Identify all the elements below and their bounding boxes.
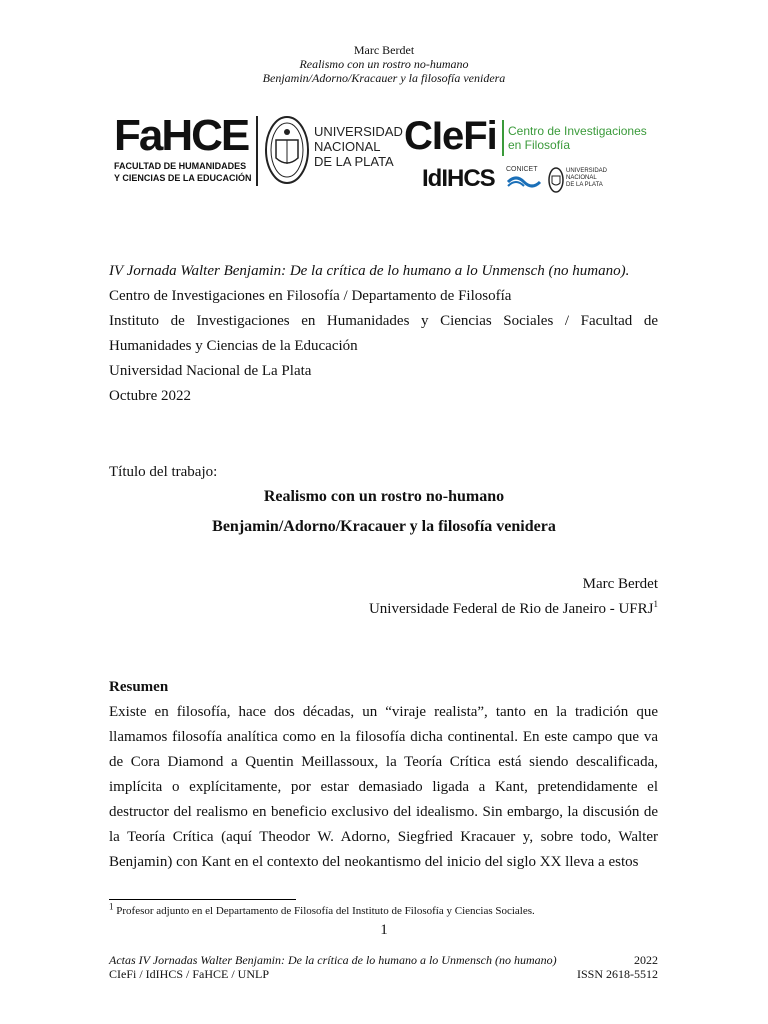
clefi-wordmark: CIeFi (404, 114, 497, 158)
footer-institutions: CIeFi / IdIHCS / FaHCE / UNLP (109, 967, 270, 981)
unlp-small-seal (548, 166, 564, 194)
conicet-label: CONICET (506, 166, 538, 173)
clefi-line2: en Filosofía (508, 138, 571, 152)
running-header-title: Realismo con un rostro no-humano (299, 57, 469, 71)
event-university: Universidad Nacional de La Plata (109, 363, 312, 379)
footer-line2 (109, 967, 658, 981)
fahce-wordmark: FaHCE (114, 111, 249, 160)
work-label: Título del trabajo: (109, 464, 218, 480)
running-header (0, 43, 768, 85)
footer-issn: ISSN 2618-5512 (576, 967, 658, 981)
running-header-subtitle: Benjamin/Adorno/Kracauer y la filosofía venidera (262, 71, 506, 85)
fahce-line2: Y CIENCIAS DE LA EDUCACIÓN (114, 173, 252, 183)
footer-year: 2022 (634, 953, 658, 967)
footnote (109, 901, 669, 917)
conicet-wave-icon (506, 174, 542, 190)
footnote-ref: 1 (653, 599, 658, 609)
abstract-text: Existe en filosofía, hace dos décadas, un “viraje realista”, tanto en la tradición que llamamos filosofía analítica como en la filosofía dicha continental. En este campo que va de Cora Diamond a Quentin Meillassoux, la Teoría Crítica está siendo descalificada, implícita o explícitamente, por estar demasiado ligada a Kant, pretendidamente el destructor del realismo en beneficio exclusivo del idealismo. Sin embargo, la discusión de la Teoría Crítica (aquí Theodor W. Adorno, Siegfried Kracauer y, sobre todo, Walter Benjamin) con Kant en el contexto del neokantismo del inicio del siglo XX lleva a estos (109, 704, 658, 870)
page-number: 1 (380, 922, 388, 938)
event-center: Centro de Investigaciones en Filosofía / Departamento de Filosofía (109, 288, 512, 304)
fahce-line1: FACULTAD DE HUMANIDADES (114, 161, 247, 171)
footnote-rule (109, 899, 296, 900)
unlp-small-text (566, 168, 607, 189)
idihcs-wordmark (422, 164, 495, 194)
event-title: IV Jornada Walter Benjamin: De la crítica de lo humano a lo Unmensch (no humano). (109, 263, 630, 279)
footer-line1 (109, 953, 658, 967)
unlp-text (314, 124, 403, 169)
conicet-logo (506, 166, 546, 194)
unlp-line3: DE LA PLATA (314, 154, 394, 169)
fahce-logo (114, 111, 254, 184)
running-header-author: Marc Berdet (353, 43, 415, 57)
affiliation-text: Universidade Federal de Rio de Janeiro - UFRJ (368, 601, 654, 617)
unlp-seal (264, 114, 310, 186)
unlp-small-line1: UNIVERSIDAD (566, 168, 608, 174)
unlp-small-line3: DE LA PLATA (566, 182, 603, 188)
footnote-mark: 1 (109, 901, 114, 912)
logo-banner (0, 110, 768, 200)
unlp-small-line2: NACIONAL (566, 175, 597, 181)
clefi-divider (502, 120, 504, 156)
author-name: Marc Berdet (582, 576, 658, 592)
work-title: Realismo con un rostro no-humano (263, 488, 505, 505)
unlp-line2: NACIONAL (314, 139, 381, 154)
event-date: Octubre 2022 (109, 388, 192, 404)
footnote-text: Profesor adjunto en el Departamento de Filosofía del Instituto de Filosofía y Ciencias Sociales. (116, 905, 535, 917)
author-affiliation (109, 601, 658, 618)
abstract-heading: Resumen (109, 679, 169, 695)
clefi-line1: Centro de Investigaciones (508, 124, 647, 138)
idihcs-wordmark-text: IdIHCS (422, 165, 495, 192)
logo-divider (256, 116, 258, 186)
event-institute: Instituto de Investigaciones en Humanidades y Ciencias Sociales / Facultad de Humanidades y Ciencias de la Educación (109, 313, 658, 354)
idihcs-logo (422, 164, 622, 200)
footer-proceedings: Actas IV Jornadas Walter Benjamin: De la crítica de lo humano a lo Unmensch (no humano) (109, 953, 557, 967)
work-subtitle: Benjamin/Adorno/Kracauer y la filosofía venidera (212, 518, 556, 535)
unlp-line1: UNIVERSIDAD (314, 124, 403, 139)
